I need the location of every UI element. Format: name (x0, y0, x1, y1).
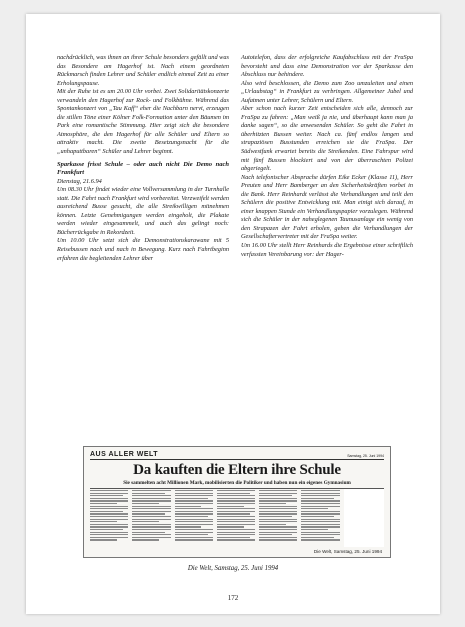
body-text (57, 54, 413, 442)
right-column (241, 54, 413, 442)
clipping-blank-area (344, 489, 384, 547)
figure-caption: Die Welt, Samstag, 25. Juni 1994 (187, 565, 279, 572)
newspaper-clipping (83, 446, 391, 558)
paragraph: Um 16.00 Uhr stellt Herr Reinhards die Ergebnisse einer schriftlich verfassten Vereinbarung vor: der Hager- (241, 242, 413, 258)
paragraph: Um 10.00 Uhr setzt sich die Demonstrationskarawane mit 5 Reisebussen nach und nach in Bewegung. Kurz nach Fahrtbeginn erfahren die begleitenden Lehrer über (57, 237, 229, 262)
clipping-text-column (259, 489, 297, 547)
paragraph: Um 08.30 Uhr findet wieder eine Vollversammlung in der Turnhalle statt. Die Fahrt nach Frankfurt wird vorbereitet. Verzweifelt werden ausreichend Busse gesucht, die alle Streikwilligen mitnehmen können. Letzte Genehmigungen werden eingeholt, die Plakate werden wieder eingesammelt, und auch das gelingt noch: Bücherrückgabe in Rekordzeit. (57, 186, 229, 236)
clipping-header (90, 451, 384, 460)
clipping-date: Samstag, 25. Juni 1994 (347, 454, 384, 458)
paragraph: Aber schon nach kurzer Zeit entscheiden sich alle, dennoch zur FraSpa zu fahren: „Man weiß ja nie, und überhaupt kann man ja danke sagen“, so die anwesenden Schüler. So geht die Fahrt in überhitzten Bussen weiter. Nach ca. fünf endlos langen und strapaziösen Busstunden erreichen sie die FraSpa. Der Südwestfunk erwartet bereits die Streikenden. Eine Fahrspur wird mit fünf Bussen blockiert und von der überraschten Polizei abgeriegelt. (241, 105, 413, 173)
section-heading: Sparkasse frisst Schule – oder auch nicht Die Demo nach Frankfurt (57, 160, 229, 177)
clipping-headline: Da kauften die Eltern ihre Schule (133, 462, 341, 478)
clipping-source: Die Welt, Samstag, 25. Juni 1994 (313, 549, 382, 554)
book-page (26, 14, 440, 614)
paragraph: Mit der Ruhe ist es um 20.00 Uhr vorbei. Zwei Solidaritätskonzerte verwandeln den Hagerhof zur Rock- und Folkbühne. Während das Spontankonzert von „Tau Kaff“ eher die Nachbarn nervt, erzeugen die stillen Töne einer Kölner Folk-Formation unter den Bäumen im Park eine romantische Stimmung. Hier zeigt sich die besondere Atmosphäre, die den Hagerhof für alle Schüler und Eltern so attraktiv macht. Die zweite Besetzungsnacht für die „unhaputtbaren“ Schüler und Lehrer beginnt. (57, 88, 229, 156)
clipping-columns (90, 489, 384, 547)
paragraph: Also wird beschlossen, die Demo zum Zoo umzuleiten und einen „Urlaubstag“ in Frankfurt zu verbringen. Allgemeiner Jubel und Aufatmen unter Lehrer, Schülern und Eltern. (241, 79, 413, 104)
paragraph: Nach telefonischer Absprache dürfen Eike Ecker (Klasse 11), Herr Preuten und Herr Bamberger an den Sicherheitskräften vorbei in die Bank. Herr Reinhardt verlässt die Verhandlungen und teilt den Schülern die positive Entwicklung mit. Man einigt sich darauf, in einer knappen Stunde ein Verhandlungspapier vorzulegen. Während sich die Schüler in der naheglegenen Taunusanlage ein wenig von den Strapazen der Fahrt erholen, geben die Verhandlungen der Gesellschaftervertreter mit der FraSpa weiter. (241, 173, 413, 241)
clipping-text-column (132, 489, 170, 547)
clipping-subhead: Sie sammelten acht Millionen Mark, mobilisierten die Politiker und haben nun ein eigenes Gymnasium (90, 480, 384, 489)
left-column (57, 54, 229, 442)
page-number: 172 (227, 594, 239, 602)
clipping-text-column (301, 489, 339, 547)
dateline: Dienstag, 21.6.94 (57, 177, 102, 185)
clipping-text-column (217, 489, 255, 547)
clipping-text-column (175, 489, 213, 547)
clipping-text-column (90, 489, 128, 547)
paragraph: nachdrücklich, was ihnen an ihrer Schule besonders gefällt und was das Besondere am Hagerhof ist. Nach einem geordneten Rückmarsch finden Lehrer und Schüler endlich einmal Zeit zu einer Erholungspause. (57, 54, 229, 87)
clipping-section: AUS ALLER WELT (90, 451, 159, 458)
paragraph: Autotelefon, dass der erfolgreiche Kaufabschluss mit der FraSpa bevorsteht und dass eine Demonstration vor der Sparkasse den Abschluss nur behindere. (241, 54, 413, 79)
